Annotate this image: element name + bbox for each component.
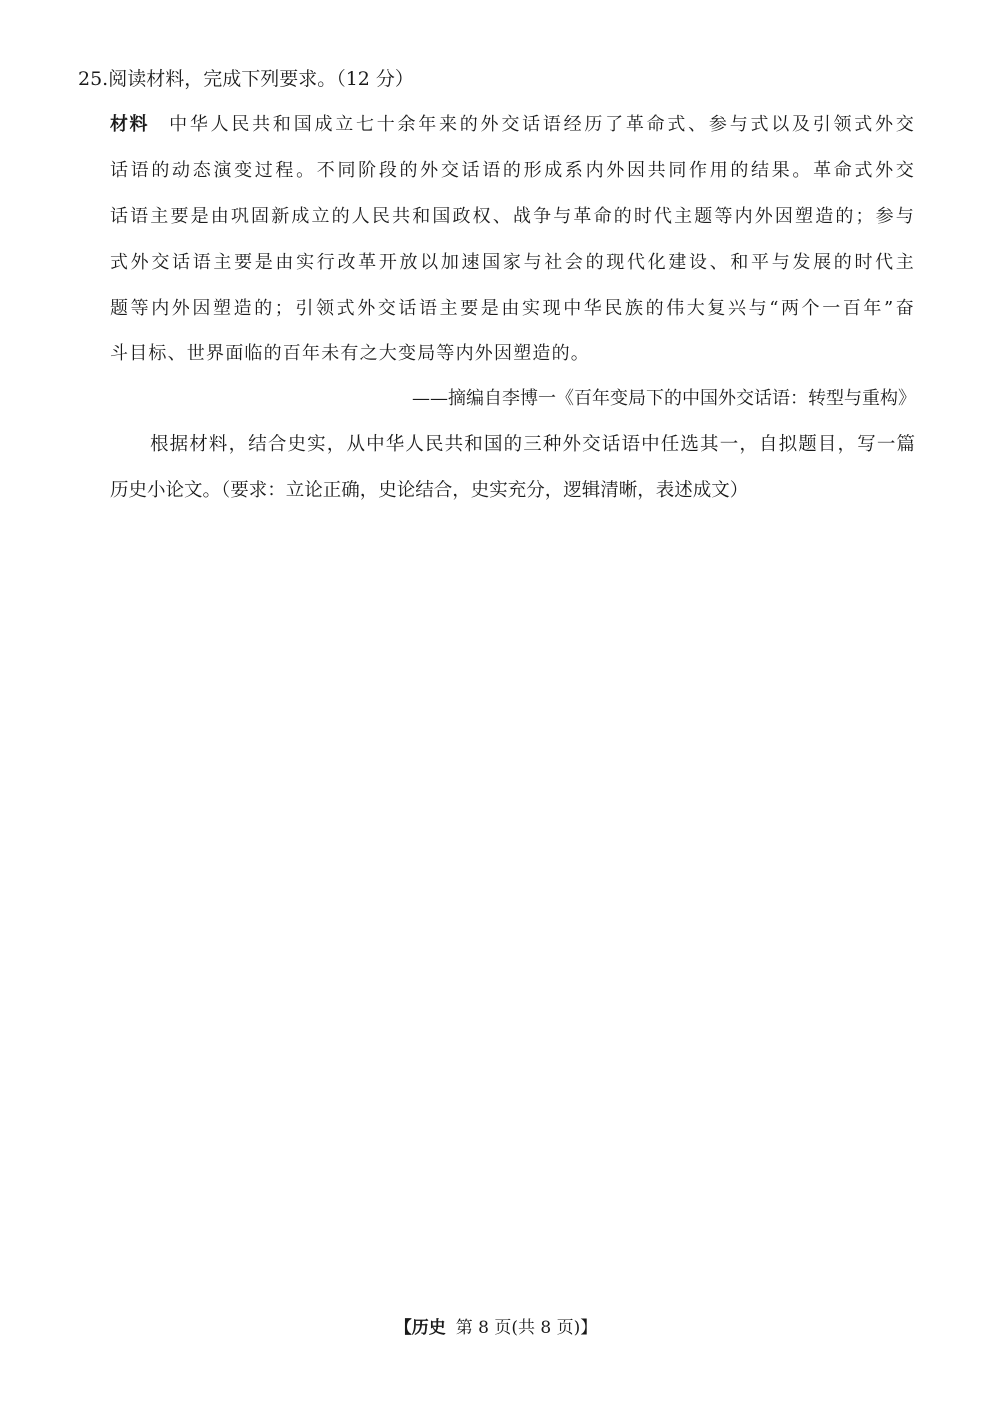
task-line-2: 历史小论文。（要求：立论正确，史论结合，史实充分，逻辑清晰，表述成文） (110, 480, 749, 501)
footer-subject: 【历史 (394, 1318, 446, 1338)
material-line-1 (110, 110, 915, 140)
footer-page-number: 第 8 页(共 8 页)】 (455, 1318, 598, 1338)
page-footer (0, 1316, 992, 1340)
material-text-1: 中华人民共和国成立七十余年来的外交话语经历了革命式、参与式以及引领式外交 (169, 114, 915, 135)
material-label: 材料 (110, 114, 150, 135)
material-line-6: 斗目标、世界面临的百年未有之大变局等内外因塑造的。 (110, 343, 590, 364)
material-line-5: 题等内外因塑造的；引领式外交话语主要是由实现中华民族的伟大复兴与“两个一百年”奋 (110, 298, 915, 319)
material-line-3: 话语主要是由巩固新成立的人民共和国政权、战争与革命的时代主题等内外因塑造的；参与 (110, 206, 915, 227)
material-line-2: 话语的动态演变过程。不同阶段的外交话语的形成系内外因共同作用的结果。革命式外交 (110, 160, 915, 181)
question-header: 25.阅读材料，完成下列要求。（12 分） (78, 68, 414, 90)
material-source: ——摘编自李博一《百年变局下的中国外交话语：转型与重构》 (412, 388, 916, 409)
material-line-4: 式外交话语主要是由实行改革开放以加速国家与社会的现代化建设、和平与发展的时代主 (110, 252, 915, 273)
task-line-1: 根据材料，结合史实，从中华人民共和国的三种外交话语中任选其一，自拟题目，写一篇 (150, 434, 915, 455)
